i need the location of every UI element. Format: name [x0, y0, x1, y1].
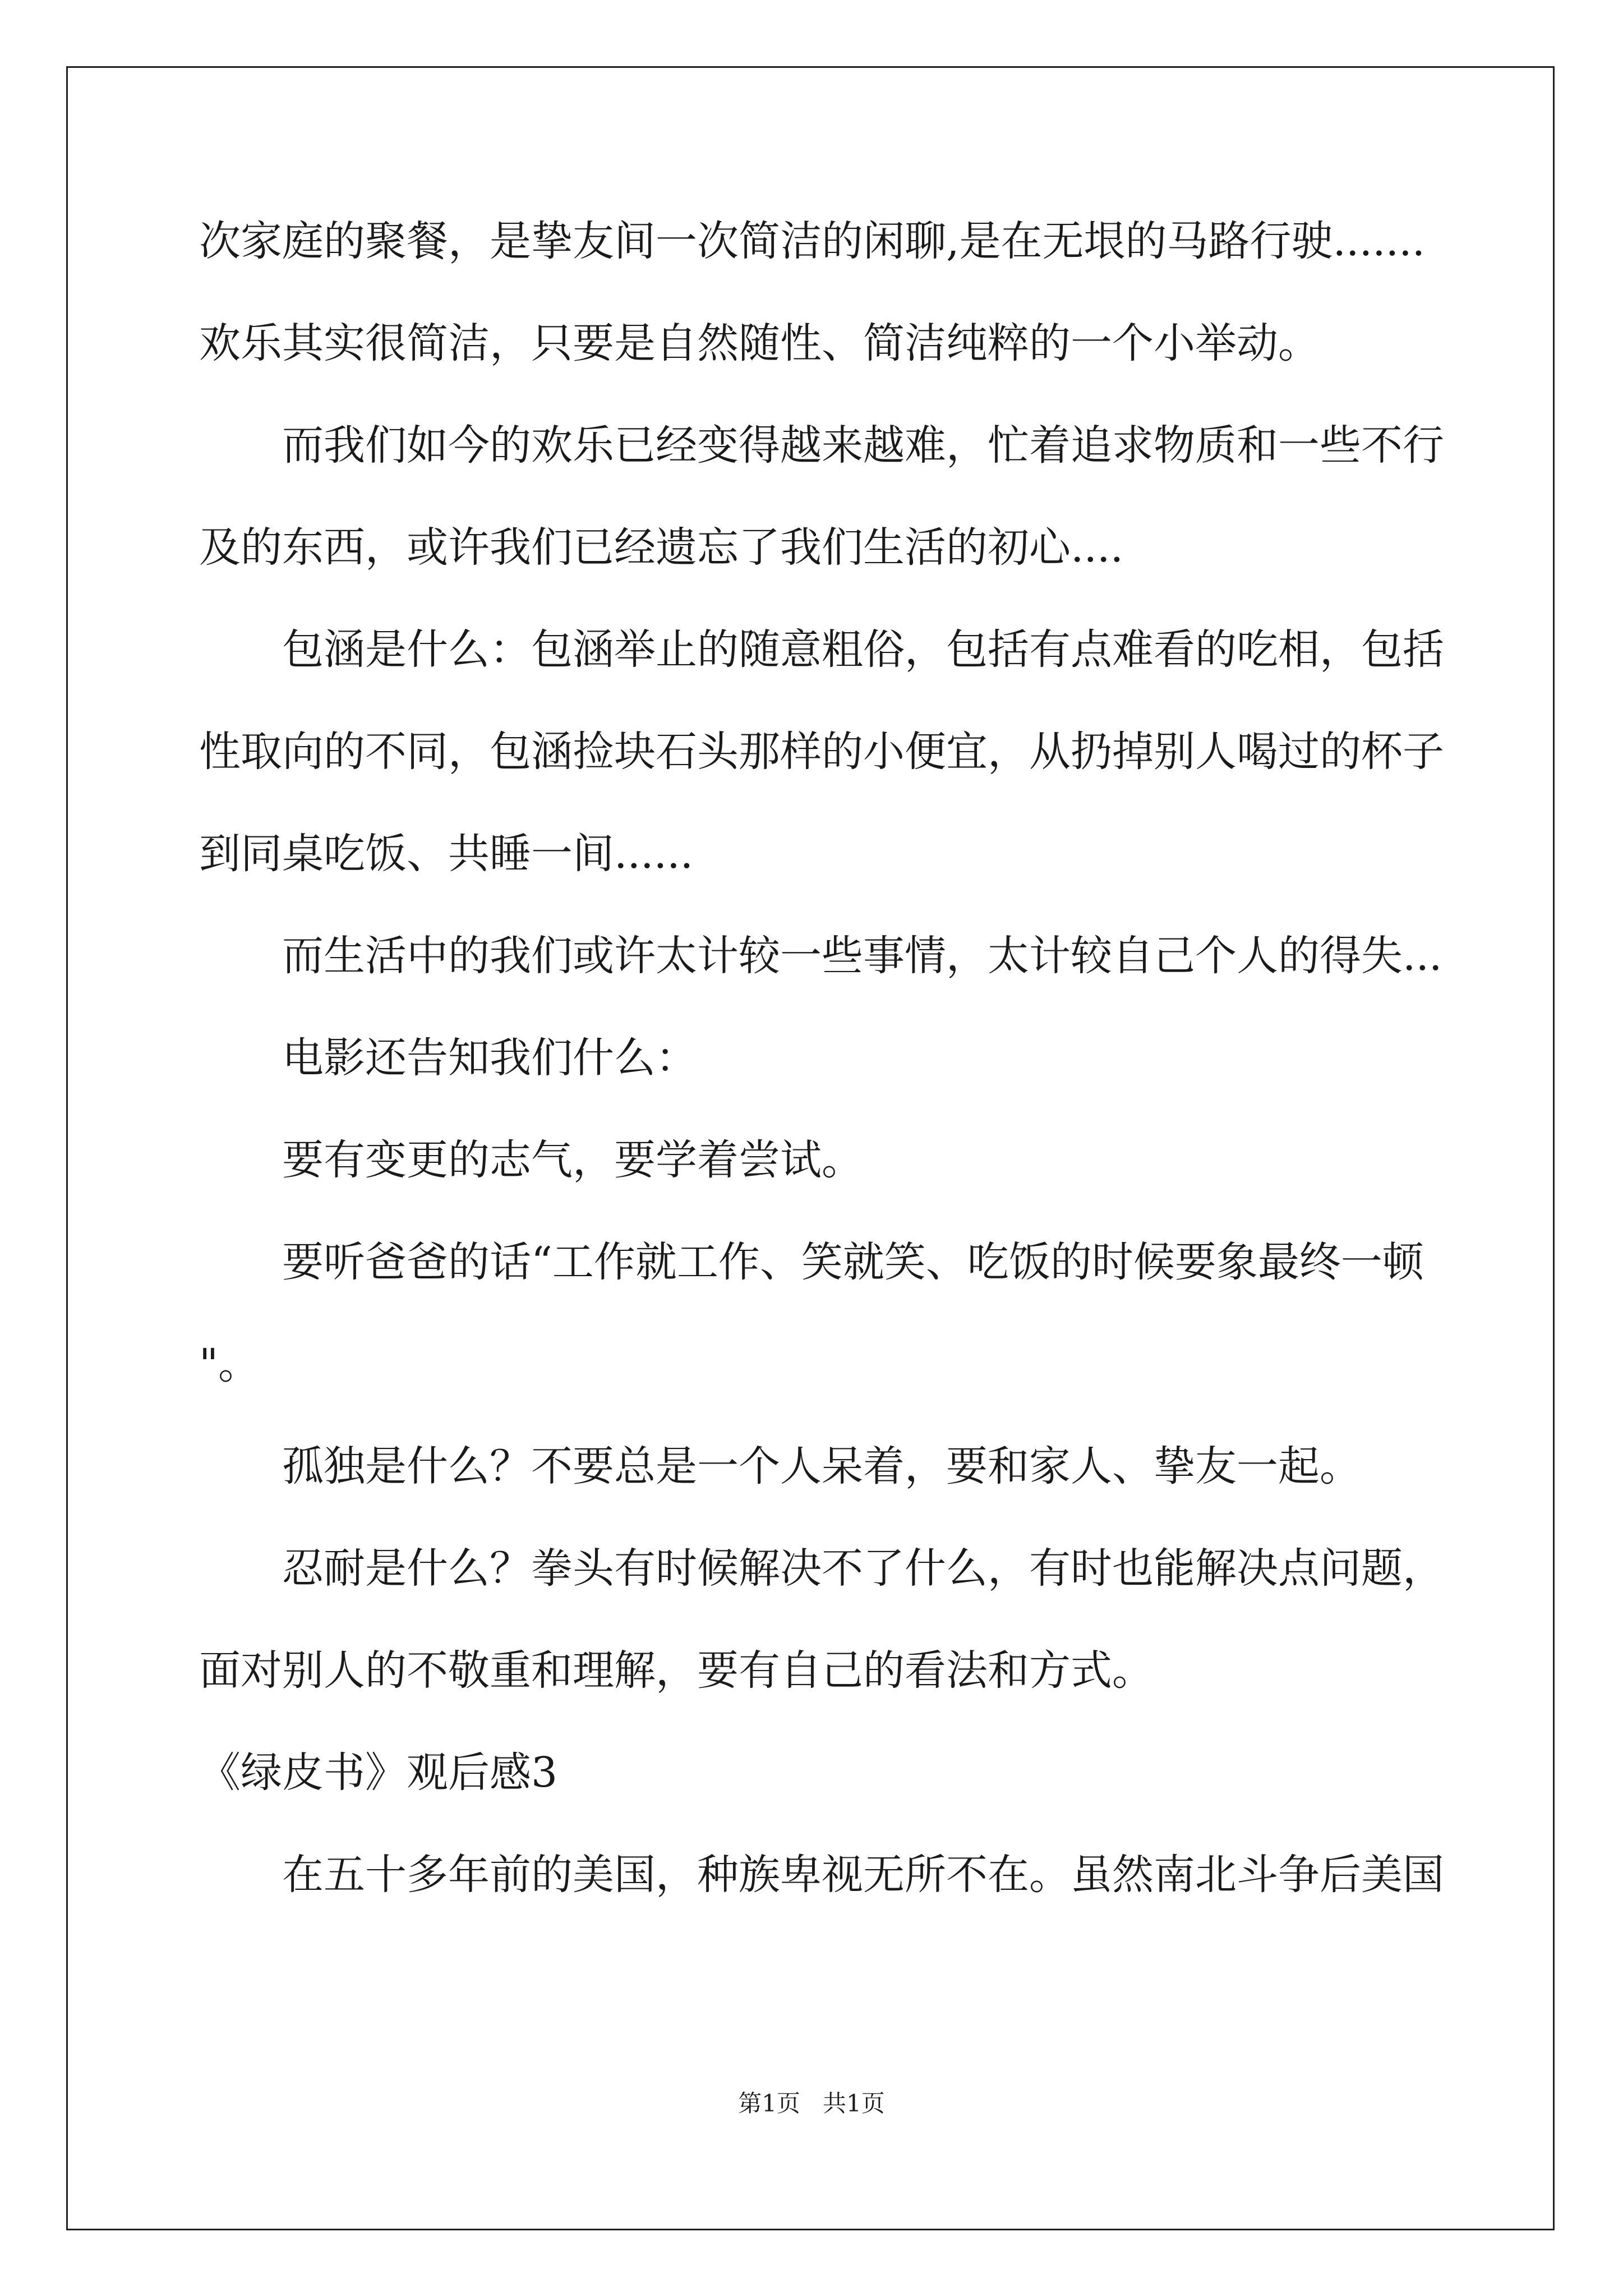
paragraph-line: 到同桌吃饭、共睡一间......	[199, 830, 694, 878]
paragraph-line: 要有变更的志气，要学着尝试。	[282, 1136, 863, 1184]
paragraph-line: 及的东西，或许我们已经遗忘了我们生活的初心....	[199, 523, 1124, 572]
paragraph-line: 电影还告知我们什么：	[282, 1034, 697, 1082]
paragraph-line: 性取向的不同，包涵捡块石头那样的小便宜，从扔掉别人喝过的杯子	[199, 728, 1444, 776]
section-heading: 《绿皮书》观后感3	[199, 1749, 558, 1797]
paragraph-line: 次家庭的聚餐，是挚友间一次简洁的闲聊,是在无垠的马路行驶.......	[199, 217, 1426, 265]
paragraph-line: 包涵是什么：包涵举止的随意粗俗，包括有点难看的吃相，包括	[282, 625, 1444, 674]
paragraph-line: 在五十多年前的美国，种族卑视无所不在。虽然南北斗争后美国	[282, 1851, 1444, 1899]
paragraph-line: 要听爸爸的话“工作就工作、笑就笑、吃饭的时候要象最终一顿	[282, 1238, 1424, 1286]
page-footer: 第1页 共1页	[738, 2090, 885, 2117]
paragraph-line: 而生活中的我们或许太计较一些事情，太计较自己个人的得失...	[282, 932, 1442, 980]
paragraph-line: 忍耐是什么？拳头有时候解决不了什么，有时也能解决点问题，	[282, 1544, 1444, 1593]
paragraph-line: 而我们如今的欢乐已经变得越来越难，忙着追求物质和一些不行	[282, 421, 1444, 470]
paragraph-line: 孤独是什么？不要总是一个人呆着，要和家人、挚友一起。	[282, 1442, 1361, 1490]
paragraph-line: 面对别人的不敬重和理解，要有自己的看法和方式。	[199, 1646, 1154, 1695]
paragraph-line: 欢乐其实很简洁，只要是自然随性、简洁纯粹的一个小举动。	[199, 319, 1320, 367]
paragraph-line: "。	[199, 1340, 260, 1388]
